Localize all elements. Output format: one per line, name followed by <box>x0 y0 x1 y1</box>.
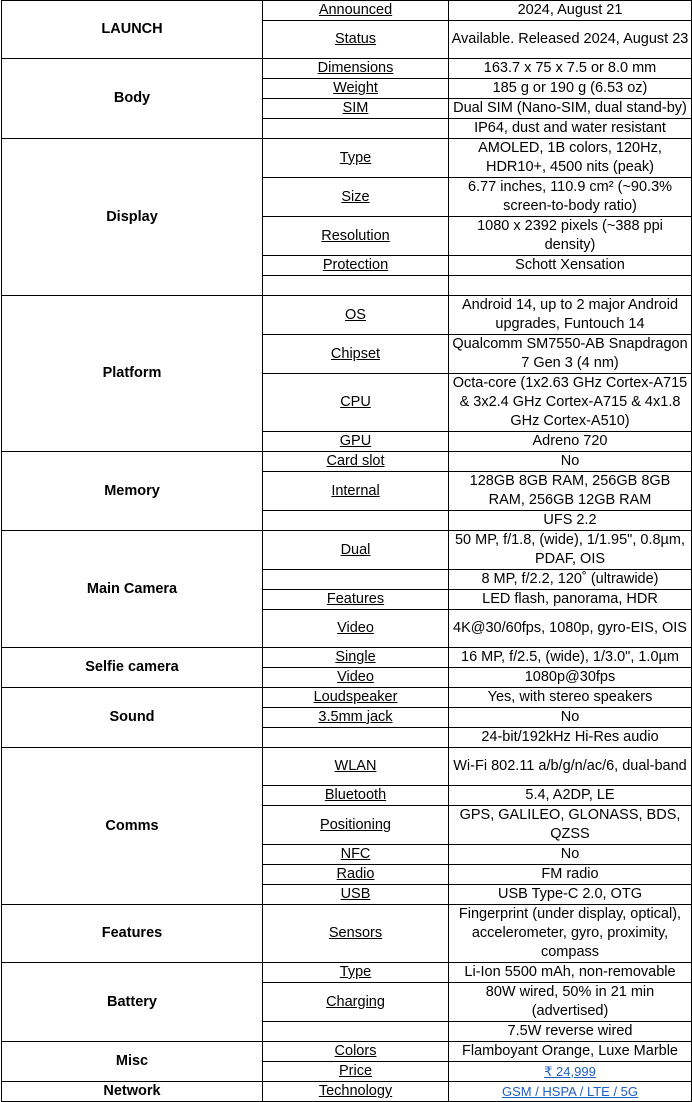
spec-label-link[interactable]: Internal <box>263 472 449 511</box>
section-heading: Display <box>2 139 263 296</box>
spec-row <box>2 1082 692 1102</box>
spec-value: 128GB 8GB RAM, 256GB 8GB RAM, 256GB 12GB RAM <box>449 472 692 511</box>
spec-label-link[interactable]: Sensors <box>263 905 449 963</box>
spec-value: 1080p@30fps <box>449 668 692 688</box>
spec-row <box>2 531 692 570</box>
spec-value: 7.5W reverse wired <box>449 1022 692 1042</box>
spec-value-link[interactable]: GSM / HSPA / LTE / 5G <box>449 1082 692 1102</box>
spec-value: 80W wired, 50% in 21 min (advertised) <box>449 983 692 1022</box>
spec-label-link <box>263 276 449 296</box>
spec-value: Android 14, up to 2 major Android upgrades, Funtouch 14 <box>449 296 692 335</box>
spec-label-link[interactable]: USB <box>263 885 449 905</box>
spec-value-link[interactable]: ₹ 24,999 <box>449 1062 692 1082</box>
spec-value: Wi-Fi 802.11 a/b/g/n/ac/6, dual-band <box>449 748 692 786</box>
spec-label-link[interactable]: Protection <box>263 256 449 276</box>
spec-label-link[interactable]: Type <box>263 139 449 178</box>
spec-label-link[interactable]: GPU <box>263 432 449 452</box>
spec-label-link[interactable]: Weight <box>263 79 449 99</box>
spec-label-link[interactable]: Features <box>263 590 449 610</box>
section-heading: Main Camera <box>2 531 263 648</box>
spec-value: FM radio <box>449 865 692 885</box>
spec-value: 5.4, A2DP, LE <box>449 786 692 806</box>
spec-value: Fingerprint (under display, optical), accelerometer, gyro, proximity, compass <box>449 905 692 963</box>
spec-value: Dual SIM (Nano-SIM, dual stand-by) <box>449 99 692 119</box>
spec-table <box>1 0 692 1102</box>
spec-row <box>2 452 692 472</box>
spec-label-link[interactable]: Colors <box>263 1042 449 1062</box>
spec-label-link[interactable]: 3.5mm jack <box>263 708 449 728</box>
spec-value: Octa-core (1x2.63 GHz Cortex-A715 & 3x2.4 GHz Cortex-A715 & 4x1.8 GHz Cortex-A510) <box>449 374 692 432</box>
spec-value: No <box>449 708 692 728</box>
spec-row <box>2 1042 692 1062</box>
spec-label-link[interactable]: Positioning <box>263 806 449 845</box>
spec-value: 8 MP, f/2.2, 120˚ (ultrawide) <box>449 570 692 590</box>
spec-row <box>2 1 692 21</box>
spec-label-link[interactable]: Price <box>263 1062 449 1082</box>
spec-label-link[interactable]: Technology <box>263 1082 449 1102</box>
spec-label-link[interactable]: Card slot <box>263 452 449 472</box>
spec-label-link[interactable]: Size <box>263 178 449 217</box>
section-heading: Battery <box>2 963 263 1042</box>
spec-row <box>2 648 692 668</box>
spec-value: IP64, dust and water resistant <box>449 119 692 139</box>
spec-value: UFS 2.2 <box>449 511 692 531</box>
spec-value <box>449 276 692 296</box>
spec-label-link[interactable]: OS <box>263 296 449 335</box>
spec-value: AMOLED, 1B colors, 120Hz, HDR10+, 4500 nits (peak) <box>449 139 692 178</box>
spec-value: 4K@30/60fps, 1080p, gyro-EIS, OIS <box>449 610 692 648</box>
spec-value: 24-bit/192kHz Hi-Res audio <box>449 728 692 748</box>
spec-label-link <box>263 570 449 590</box>
spec-label-link <box>263 1022 449 1042</box>
spec-row <box>2 59 692 79</box>
section-heading: Memory <box>2 452 263 531</box>
spec-value: 1080 x 2392 pixels (~388 ppi density) <box>449 217 692 256</box>
section-heading: LAUNCH <box>2 1 263 59</box>
spec-value: LED flash, panorama, HDR <box>449 590 692 610</box>
spec-value: 2024, August 21 <box>449 1 692 21</box>
spec-label-link[interactable]: SIM <box>263 99 449 119</box>
section-heading: Comms <box>2 748 263 905</box>
spec-label-link[interactable]: NFC <box>263 845 449 865</box>
spec-table-body <box>2 1 692 1102</box>
spec-label-link[interactable]: Single <box>263 648 449 668</box>
spec-value: 185 g or 190 g (6.53 oz) <box>449 79 692 99</box>
spec-value: Qualcomm SM7550-AB Snapdragon 7 Gen 3 (4 nm) <box>449 335 692 374</box>
spec-label-link[interactable]: CPU <box>263 374 449 432</box>
spec-row <box>2 139 692 178</box>
spec-label-link[interactable]: Resolution <box>263 217 449 256</box>
spec-label-link[interactable]: Bluetooth <box>263 786 449 806</box>
spec-label-link[interactable]: Dimensions <box>263 59 449 79</box>
spec-label-link <box>263 511 449 531</box>
spec-label-link[interactable]: WLAN <box>263 748 449 786</box>
section-heading: Sound <box>2 688 263 748</box>
spec-value: USB Type-C 2.0, OTG <box>449 885 692 905</box>
spec-label-link[interactable]: Loudspeaker <box>263 688 449 708</box>
spec-value: Schott Xensation <box>449 256 692 276</box>
spec-row <box>2 688 692 708</box>
section-heading: Misc <box>2 1042 263 1082</box>
spec-label-link[interactable]: Status <box>263 21 449 59</box>
spec-label-link <box>263 119 449 139</box>
spec-label-link[interactable]: Radio <box>263 865 449 885</box>
section-heading: Selfie camera <box>2 648 263 688</box>
spec-label-link <box>263 728 449 748</box>
spec-row <box>2 748 692 786</box>
spec-row <box>2 296 692 335</box>
section-heading: Network <box>2 1082 263 1102</box>
spec-value: 163.7 x 75 x 7.5 or 8.0 mm <box>449 59 692 79</box>
spec-label-link[interactable]: Charging <box>263 983 449 1022</box>
spec-label-link[interactable]: Dual <box>263 531 449 570</box>
spec-value: No <box>449 452 692 472</box>
spec-row <box>2 963 692 983</box>
spec-value: 16 MP, f/2.5, (wide), 1/3.0", 1.0µm <box>449 648 692 668</box>
spec-value: Available. Released 2024, August 23 <box>449 21 692 59</box>
spec-label-link[interactable]: Chipset <box>263 335 449 374</box>
spec-value: Flamboyant Orange, Luxe Marble <box>449 1042 692 1062</box>
spec-label-link[interactable]: Announced <box>263 1 449 21</box>
section-heading: Features <box>2 905 263 963</box>
spec-value: GPS, GALILEO, GLONASS, BDS, QZSS <box>449 806 692 845</box>
spec-value: Li-Ion 5500 mAh, non-removable <box>449 963 692 983</box>
spec-value: 6.77 inches, 110.9 cm² (~90.3% screen-to-body ratio) <box>449 178 692 217</box>
spec-label-link[interactable]: Type <box>263 963 449 983</box>
spec-label-link[interactable]: Video <box>263 668 449 688</box>
spec-value: 50 MP, f/1.8, (wide), 1/1.95", 0.8µm, PDAF, OIS <box>449 531 692 570</box>
spec-value: Adreno 720 <box>449 432 692 452</box>
section-heading: Platform <box>2 296 263 452</box>
spec-label-link[interactable]: Video <box>263 610 449 648</box>
section-heading: Body <box>2 59 263 139</box>
spec-value: Yes, with stereo speakers <box>449 688 692 708</box>
spec-row <box>2 905 692 963</box>
spec-value: No <box>449 845 692 865</box>
